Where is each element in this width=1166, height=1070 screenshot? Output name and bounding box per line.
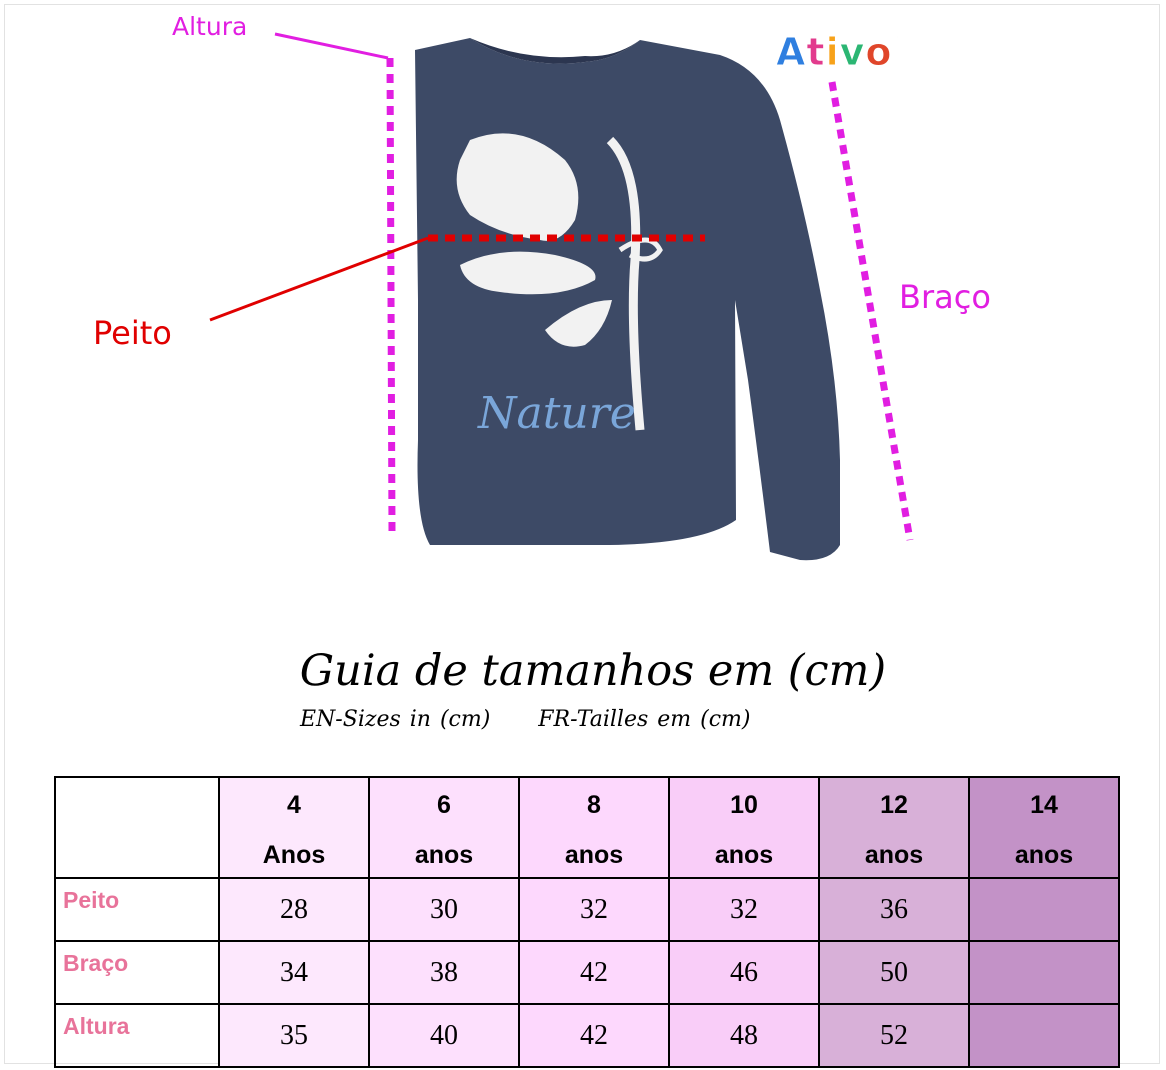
table-corner-cell <box>55 777 219 878</box>
table-cell: 35 <box>219 1004 369 1067</box>
table-row <box>55 941 1119 1004</box>
row-label-altura: Altura <box>55 1004 219 1067</box>
size-column-header: 8 anos <box>519 777 669 878</box>
table-cell: 32 <box>669 878 819 941</box>
size-column-header: 14 anos <box>969 777 1119 878</box>
table-cell: 40 <box>369 1004 519 1067</box>
table-cell: 46 <box>669 941 819 1004</box>
guide-title: Guia de tamanhos em (cm) <box>299 646 887 696</box>
table-cell: 50 <box>819 941 969 1004</box>
table-cell: 42 <box>519 1004 669 1067</box>
shirt-body <box>415 38 840 560</box>
table-cell: 36 <box>819 878 969 941</box>
table-cell: 28 <box>219 878 369 941</box>
brand-letter: o <box>865 30 893 74</box>
altura-label: Altura <box>172 12 248 41</box>
row-label-peito: Peito <box>55 878 219 941</box>
brand-letter: i <box>825 30 840 74</box>
guide-subtitle <box>300 707 751 732</box>
table-cell: 48 <box>669 1004 819 1067</box>
size-table <box>54 776 1120 1068</box>
table-cell: 30 <box>369 878 519 941</box>
table-cell: 52 <box>819 1004 969 1067</box>
table-header-row <box>55 777 1119 878</box>
table-cell: 34 <box>219 941 369 1004</box>
table-cell <box>969 878 1119 941</box>
row-label-braco: Braço <box>55 941 219 1004</box>
size-column-header: 12 anos <box>819 777 969 878</box>
altura-measure-line <box>390 58 392 532</box>
peito-label: Peito <box>93 314 172 352</box>
size-column-header: 10 anos <box>669 777 819 878</box>
table-cell <box>969 941 1119 1004</box>
table-cell <box>969 1004 1119 1067</box>
table-row <box>55 878 1119 941</box>
brand-letter: A <box>776 30 807 74</box>
brand-letter: v <box>839 30 866 74</box>
table-cell: 32 <box>519 878 669 941</box>
brand-logo <box>776 30 903 74</box>
table-cell: 42 <box>519 941 669 1004</box>
size-column-header: 6 anos <box>369 777 519 878</box>
table-cell: 38 <box>369 941 519 1004</box>
size-column-header: 4 Anos <box>219 777 369 878</box>
subtitle-en: EN-Sizes in (cm) <box>300 707 491 732</box>
altura-leader-line <box>275 34 388 58</box>
braco-label: Braço <box>899 278 991 316</box>
print-text: Nature <box>478 388 636 439</box>
subtitle-fr: FR-Tailles em (cm) <box>538 707 751 732</box>
peito-leader-line <box>210 238 428 320</box>
table-row <box>55 1004 1119 1067</box>
registered-mark: ® <box>892 34 903 44</box>
brand-letter: t <box>806 30 826 74</box>
